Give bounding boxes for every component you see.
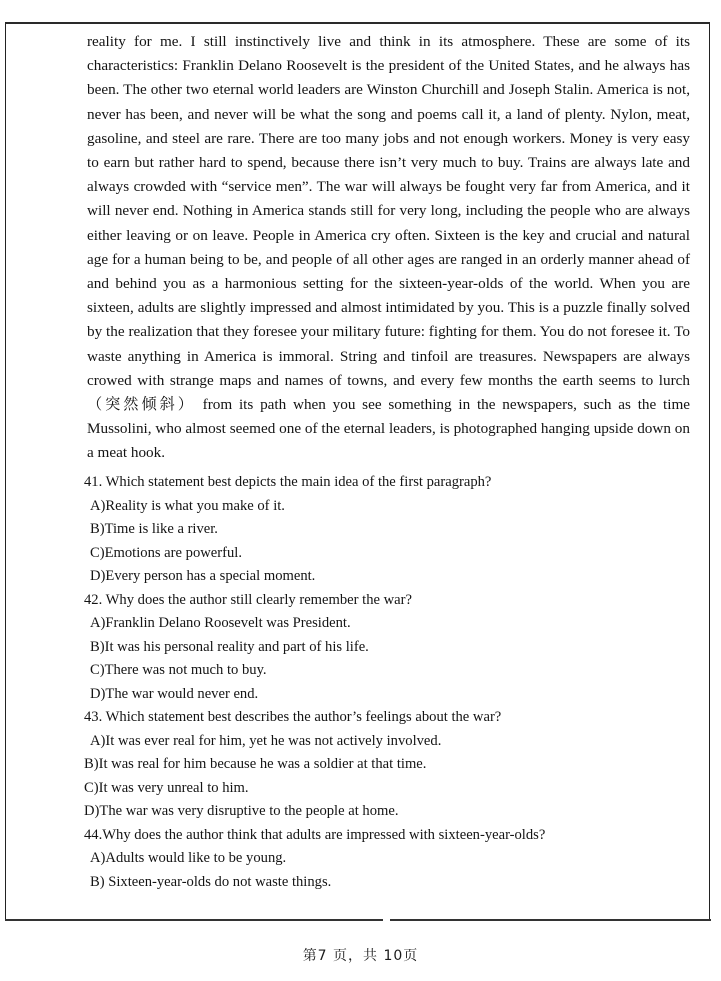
option-d: D)The war would never end.: [90, 685, 259, 702]
question-stem: 41. Which statement best depicts the main idea of the first paragraph?: [84, 474, 492, 490]
question-stem: 42. Why does the author still clearly remember the war?: [84, 591, 412, 608]
option-d: D)The war was very disruptive to the people at home.: [84, 803, 399, 819]
question-44: [84, 824, 690, 895]
option-b: B)Time is like a river.: [90, 521, 218, 537]
option-a: A)It was ever real for him, yet he was not actively involved.: [90, 732, 442, 749]
frame-bottom-rule-right: [390, 919, 711, 921]
option-d: D)Every person has a special moment.: [90, 568, 316, 584]
question-list: [84, 471, 690, 894]
question-stem: 44.Why does the author think that adults are impressed with sixteen-year-olds?: [84, 826, 546, 843]
question-42: [84, 589, 690, 707]
frame-bottom-rule-left: [5, 919, 383, 921]
option-b: B)It was his personal reality and part of his life.: [90, 638, 369, 655]
option-a: A)Franklin Delano Roosevelt was President.: [90, 615, 351, 631]
passage-paragraph: reality for me. I still instinctively live and think in its atmosphere. These are some of its characteristics: Franklin Delano Roosevelt is the president of the United States, and he always has been. The other two eternal world leaders are Winston Churchill and Joseph Stalin. America is not, never has been, and never will be what the song and poems call it, a land of plenty. Nylon, meat, gasoline, and steel are rare. There are too many jobs and not enough workers. Money is very easy to earn but rather hard to spend, because there isn’t very much to buy. Trains are always late and always crowded with “service men”. The war will always be fought very far from America, and it will never end. Nothing in America stands still for very long, including the people who are always either leaving or on leave. People in America cry often. Sixteen is the key and crucial and natural age for a human being to be, and people of all other ages are ranged in an orderly manner ahead of and behind you as a harmonious setting for the sixteen-year-olds of the world. When you are sixteen, adults are slightly impressed and almost intimidated by you. This is a puzzle finally solved by the realization that they foresee your military future: fighting for them. You do not foresee it. To waste anything in America is immoral. String and tinfoil are treasures. Newspapers are always crowed with strange maps and names of towns, and every few months the earth seems to lurch（突然倾斜） from its path when you see something in the newspapers, such as the time Mussolini, who almost seemed one of the eternal leaders, is photographed hanging upside down on a meat hook.: [87, 33, 690, 462]
question-43: [84, 706, 690, 824]
reading-passage: [87, 30, 690, 466]
option-b: B) Sixteen-year-olds do not waste things.: [90, 873, 332, 890]
option-a: A)Adults would like to be young.: [90, 850, 287, 866]
option-c: C)There was not much to buy.: [90, 662, 267, 678]
page-number-footer: 第7 页，共 10页: [302, 948, 419, 964]
option-a: A)Reality is what you make of it.: [90, 497, 285, 514]
option-b: B)It was real for him because he was a soldier at that time.: [84, 756, 427, 772]
option-c: C)It was very unreal to him.: [84, 779, 249, 796]
question-stem: 43. Which statement best describes the author’s feelings about the war?: [84, 709, 502, 725]
option-c: C)Emotions are powerful.: [90, 544, 242, 561]
question-41: [84, 471, 690, 589]
